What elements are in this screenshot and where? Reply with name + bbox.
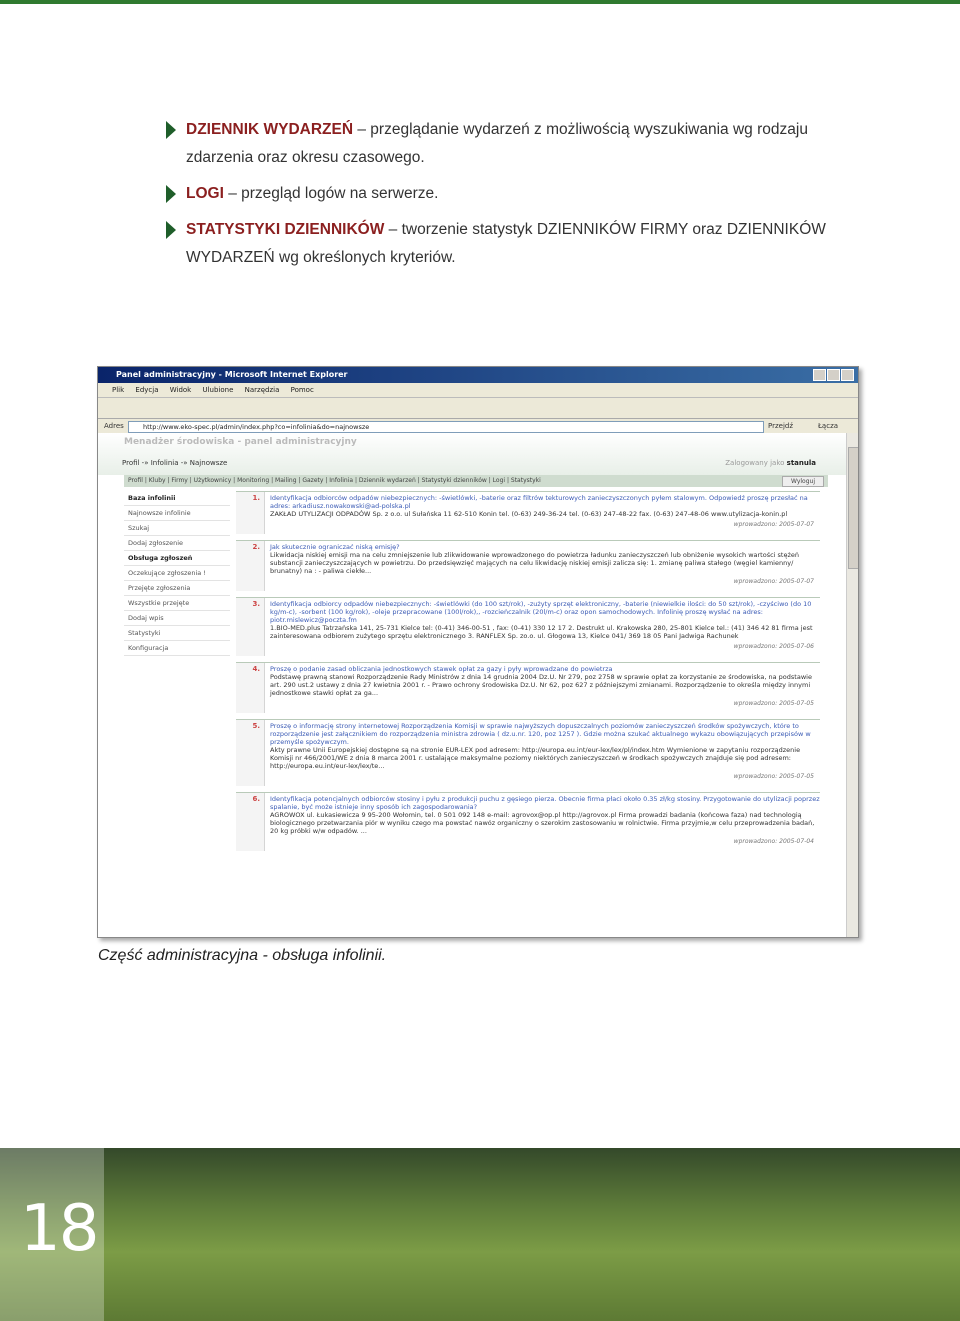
close-icon[interactable] xyxy=(841,369,854,381)
entry-date: wprowadzono: 2005-07-07 xyxy=(733,521,814,528)
maximize-icon[interactable] xyxy=(827,369,840,381)
entry-answer: 1.BIO-MED.plus Tatrzańska 141, 25-731 Kielce tel: (0-41) 346-00-51 , fax: (0-41) 330 12 17 2. Destrukt ul. Krakowska 280, 25-801 Kielce tel.: (41) 346 42 81 firma jest zainteresowana odbiorem zużytego sprzętu elektronicznego 3. RANFLEX Sp. zo.o. ul. Głogowa 13, Kielce 041/ 369 18 05 Pani Jadwiga Rachunek xyxy=(270,624,813,640)
bullet-dziennik-wydarzen xyxy=(166,116,856,172)
address-label: Adres xyxy=(104,422,124,430)
bullet-keyword: DZIENNIK WYDARZEŃ xyxy=(186,121,354,138)
menu-favorites[interactable]: Ulubione xyxy=(202,386,234,394)
go-button[interactable]: Przejdź xyxy=(768,422,794,430)
entry-answer: ZAKŁAD UTYLIZACJI ODPADÓW Sp. z o.o. ul Sułańska 11 62-510 Konin tel. (0-63) 249-36-24 tel. (0-63) 247-48-22 fax. (0-63) 247-48-06 www.utylizacja-konin.pl xyxy=(270,510,788,518)
entry-answer: Akty prawne Unii Europejskiej dostępne są na stronie EUR-LEX pod adresem: http://europa.eu.int/eur-lex/lex/pl/index.htm Wymienione w zapytaniu rozporządzenie Komisji nr 466/2001/WE z dnia 8 marca 2001 r. ustalające maksymalne poziomy niektórych zanieczyszczeń w środkach spożywczych znajduje się pod adresem: http://europa.eu.int/eur-lex/lex/te... xyxy=(270,746,801,770)
entry-question[interactable]: Identyfikacja potencjalnych odbiorców stosiny i pyłu z produkcji puchu z gęsiego pierza. Obecnie firma płaci około 0.35 zł/kg stosiny. Przygotowanie do utylizacji poprzez spalanie, być może istnieje inny sposób ich zagospodarowania? xyxy=(270,795,820,811)
arrow-bullet-icon xyxy=(166,221,176,239)
window-title: Panel administracyjny - Microsoft Internet Explorer xyxy=(116,370,348,379)
menu-header: Baza infolinii xyxy=(124,491,230,506)
list-item xyxy=(236,491,820,534)
left-menu xyxy=(124,491,230,931)
bullet-logi xyxy=(166,180,856,208)
page-content xyxy=(98,433,846,937)
list-item xyxy=(236,792,820,851)
menu-help[interactable]: Pomoc xyxy=(290,386,314,394)
entry-question[interactable]: Identyfikacja odbiorcy odpadów niebezpiecznych: -świetlówki (do 100 szt/rok), -zużyty sprzęt elektroniczny, -baterie (niewielkie ilości: do 50 szt/rok), -czyściwo (do 10 kg/m-c), -sorbent (100 kg/rok), -oleje przepracowane (100l/rok),, -rozcieńczalnik (20l/m-c) oraz opon samochodowych. Infolinię proszę wysłać na adres: piotr.mislewicz@poczta.fm xyxy=(270,600,812,624)
menu-tools[interactable]: Narzędzia xyxy=(244,386,280,394)
entry-date: wprowadzono: 2005-07-06 xyxy=(733,643,814,650)
menu-item[interactable]: Dodaj wpis xyxy=(124,611,230,626)
logged-user: stanula xyxy=(786,459,816,467)
entry-date: wprowadzono: 2005-07-07 xyxy=(733,578,814,585)
panel-header xyxy=(98,433,846,475)
address-input[interactable]: http://www.eko-spec.pl/admin/index.php?co=infolinia&do=najnowsze xyxy=(128,421,764,433)
menu-header: Obsługa zgłoszeń xyxy=(124,551,230,566)
menu-item[interactable]: Przejęte zgłoszenia xyxy=(124,581,230,596)
arrow-bullet-icon xyxy=(166,121,176,139)
entry-number: 2. xyxy=(252,543,260,551)
links-button[interactable]: Łącza xyxy=(818,422,839,430)
scrollbar-thumb[interactable] xyxy=(848,447,859,569)
list-item xyxy=(236,662,820,713)
minimize-icon[interactable] xyxy=(813,369,826,381)
figure-caption: Część administracyjna - obsługa infolinii. xyxy=(98,947,387,964)
menu-item[interactable]: Statystyki xyxy=(124,626,230,641)
entry-number: 5. xyxy=(252,722,260,730)
bullet-keyword: STATYSTYKI DZIENNIKÓW xyxy=(186,221,385,238)
entry-answer: Likwidacja niskiej emisji ma na celu zmniejszenie lub zlikwidowanie wprowadzonego do powietrza ładunku zanieczyszczeń lub obniżenie wysokich wartości stężeń substancji zanieczyszczających w powietrzu. Do przedsięwzięć mających na celu likwidację niskiej emisji zalicza się: 1. zmianę paliwa stałego (węgiel kamienny/ brunatny) na : - paliwa ciekłe... xyxy=(270,551,799,575)
menu-item[interactable]: Szukaj xyxy=(124,521,230,536)
browser-screenshot xyxy=(97,366,859,938)
logged-prefix: Zalogowany jako xyxy=(725,459,785,467)
list-item xyxy=(236,719,820,786)
list-item xyxy=(236,540,820,591)
entry-question[interactable]: Proszę o podanie zasad obliczania jednostkowych stawek opłat za gazy i pyły wprowadzane do powietrza xyxy=(270,665,613,673)
entry-question[interactable]: Jak skutecznie ograniczać niską emisję? xyxy=(270,543,400,551)
bullet-text: – przeglądanie wydarzeń z możliwością wyszukiwania wg rodzaju zdarzenia oraz okresu czasowego. xyxy=(186,121,808,166)
top-accent-bar xyxy=(0,0,960,4)
bullet-keyword: LOGI xyxy=(186,185,224,202)
entry-number: 6. xyxy=(252,795,260,803)
bullet-list xyxy=(166,116,856,280)
menu-edit[interactable]: Edycja xyxy=(135,386,159,394)
menu-item[interactable]: Wszystkie przejęte xyxy=(124,596,230,611)
arrow-bullet-icon xyxy=(166,185,176,203)
entry-number: 3. xyxy=(252,600,260,608)
menu-item[interactable]: Oczekujące zgłoszenia ! xyxy=(124,566,230,581)
entry-number: 1. xyxy=(252,494,260,502)
menu-view[interactable]: Widok xyxy=(169,386,192,394)
entry-answer: AGROWOX ul. Łukasiewicza 9 95-200 Wołomin, tel. 0 501 092 148 e-mail: agrovox@op.pl http://agrovox.pl Firma prowadzi badania (końcowa faza) nad technologią biologicznego przetwarzania piór w wyniku czego ma powstać nawóz organiczny o szerokim zastosowaniu w rolnictwie. Firma przyjmie,w celu przeprowadzenia badań, 20 kg próbki w/w odpadów. ... xyxy=(270,811,815,835)
entry-question[interactable]: Proszę o informację strony internetowej Rozporządzenia Komisji w sprawie najwyższych dopuszczalnych poziomów zanieczyszczeń środków spożywczych, które to rozporządzenie jest załącznikiem do rozporządzenia ministra zdrowia ( dz.u.nr. 120, poz 1257 ). Gdzie można szukać aktualnego wykazu obowiązujących przepisów w przemyśle spożywczym. xyxy=(270,722,811,746)
panel-title: Menadżer środowiska - panel administracyjny xyxy=(124,437,357,447)
entry-date: wprowadzono: 2005-07-04 xyxy=(733,838,814,845)
menu-item[interactable]: Konfiguracja xyxy=(124,641,230,656)
menu-bar xyxy=(98,383,858,398)
forest-photo xyxy=(0,1148,960,1321)
browser-toolbar xyxy=(98,398,858,419)
entry-question[interactable]: Identyfikacja odbiorców odpadów niebezpiecznych: -świetlówki, -baterie oraz filtrów tekturowych zanieczyszczonych pyłem stalowym. Odpowiedź proszę przesłać na adres: arkadiusz.nowakowski@ad-polska.pl xyxy=(270,494,808,510)
logout-button[interactable]: Wyloguj xyxy=(782,476,824,487)
nav-links[interactable]: Profil | Kluby | Firmy | Użytkownicy | Monitoring | Mailing | Gazety | Infolinia | Dziennik wydarzeń | Statystyki dzienników | Logi | Statystyki xyxy=(128,477,541,484)
page-number: 18 xyxy=(20,1192,98,1266)
menu-item[interactable]: Dodaj zgłoszenie xyxy=(124,536,230,551)
menu-item[interactable]: Najnowsze infolinie xyxy=(124,506,230,521)
entry-date: wprowadzono: 2005-07-05 xyxy=(733,773,814,780)
breadcrumb: Profil -» Infolinia -» Najnowsze xyxy=(122,459,228,467)
menu-file[interactable]: Plik xyxy=(112,386,125,394)
infolinia-list xyxy=(236,491,820,857)
top-nav xyxy=(124,475,828,487)
bullet-statystyki xyxy=(166,216,856,272)
window-titlebar xyxy=(98,367,858,383)
vertical-scrollbar[interactable] xyxy=(846,433,858,937)
entry-answer: Podstawę prawną stanowi Rozporządzenie Rady Ministrów z dnia 14 grudnia 2004 Dz.U. Nr 279, poz 2758 w sprawie opłat za korzystanie ze środowiska, na podstawie art. 290 ust.2 ustawy z dnia 27 kwietnia 2001 r. - Prawo ochrony środowiska Dz.U. Nr 62, poz 627 z późniejszymi zmianami. Rozporządzenie to określa między innymi jednostkowe stawki opłat za ga... xyxy=(270,673,812,697)
entry-date: wprowadzono: 2005-07-05 xyxy=(733,700,814,707)
entry-number: 4. xyxy=(252,665,260,673)
logged-in-info xyxy=(725,459,816,467)
bullet-text: – tworzenie statystyk DZIENNIKÓW FIRMY oraz DZIENNIKÓW WYDARZEŃ wg określonych kryteriów. xyxy=(186,221,826,266)
bullet-text: – przegląd logów na serwerze. xyxy=(223,185,439,202)
list-item xyxy=(236,597,820,656)
